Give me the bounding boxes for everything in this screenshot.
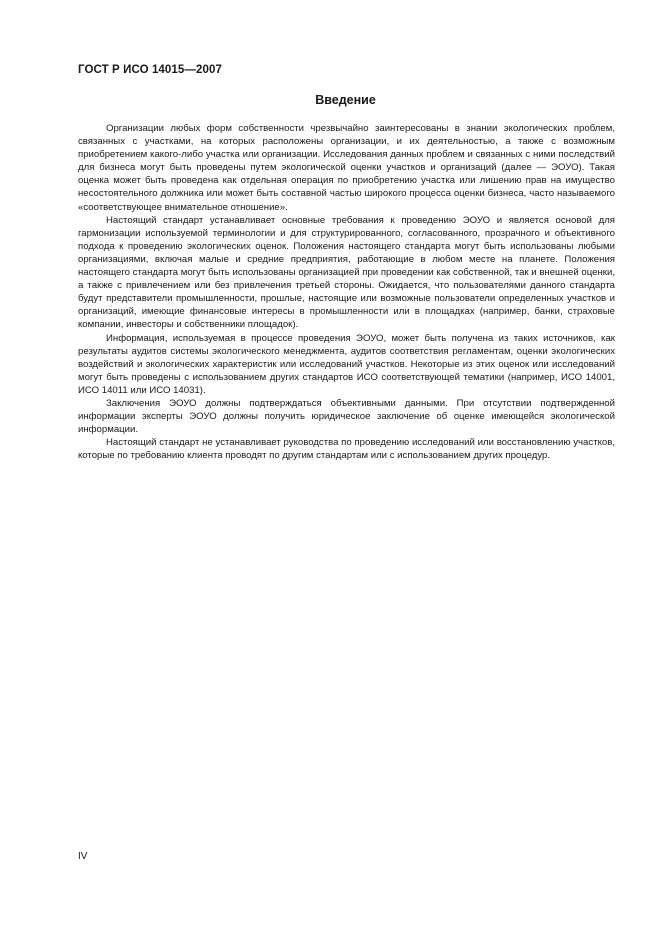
paragraph-2: Настоящий стандарт устанавливает основные требования к проведению ЭОУО и является основой для гармонизации используемой терминологии и для структурированного, согласованного, прозрачного и объективного подхода к проведению экологических оценок. Положения настоящего стандарта могут быть использованы любыми организациями, включая малые и средние предприятия, работающие в любом месте на планете. Положения настоящего стандарта могут быть использованы организацией при проведении как собственной, так и внешней оценки, а также с привлечением или без привлечения третьей стороны. Ожидается, что пользователями данного стандарта будут представители промышленности, прошлые, настоящие или возможные пользователи определенных участков и организаций, имеющие финансовые интересы в промышленности или в площадках (например, банки, страховые компании, инвесторы и собственники площадок). <box>78 214 615 331</box>
paragraph-3: Информация, используемая в процессе проведения ЭОУО, может быть получена из таких источников, как результаты аудитов системы экологического менеджмента, аудитов соответствия регламентам, оценки экологических воздействий и экологических характеристик или исследований участков. Некоторые из этих оценок или исследований могут быть проведены с использованием других стандартов ИСО соответствующей тематики (например, ИСО 14001, ИСО 14011 или ИСО 14031). <box>78 332 615 396</box>
page-number: IV <box>78 851 88 862</box>
paragraph-5: Настоящий стандарт не устанавливает руководства по проведению исследований или восстановлению участков, которые по требованию клиента проводят по другим стандартам или с использованием других процедур. <box>78 437 615 462</box>
section-title: Введение <box>315 93 376 107</box>
document-code-header: ГОСТ Р ИСО 14015—2007 <box>78 64 223 76</box>
paragraph-4: Заключения ЭОУО должны подтверждаться объективными данными. При отсутствии подтвержденной информации эксперты ЭОУО должны получить юридическое заключение об оценке имеющейся экологической информации. <box>78 397 615 436</box>
paragraph-1: Организации любых форм собственности чрезвычайно заинтересованы в знании экологических проблем, связанных с участками, на которых расположены организации, и их деятельностью, а также с возможным приобретением какого-либо участка или организации. Исследования данных проблем и связанных с ними последствий для бизнеса могут быть проведены путем экологической оценки участков и организаций (далее — ЭОУО). Такая оценка может быть проведена как отдельная операция по приобретению участка или лишению прав на имущество несостоятельного должника или может быть составной частью широкого процесса оценки бизнеса, часто называемого «соответствующее внимательное отношение». <box>78 123 615 213</box>
introduction-body <box>78 122 615 462</box>
